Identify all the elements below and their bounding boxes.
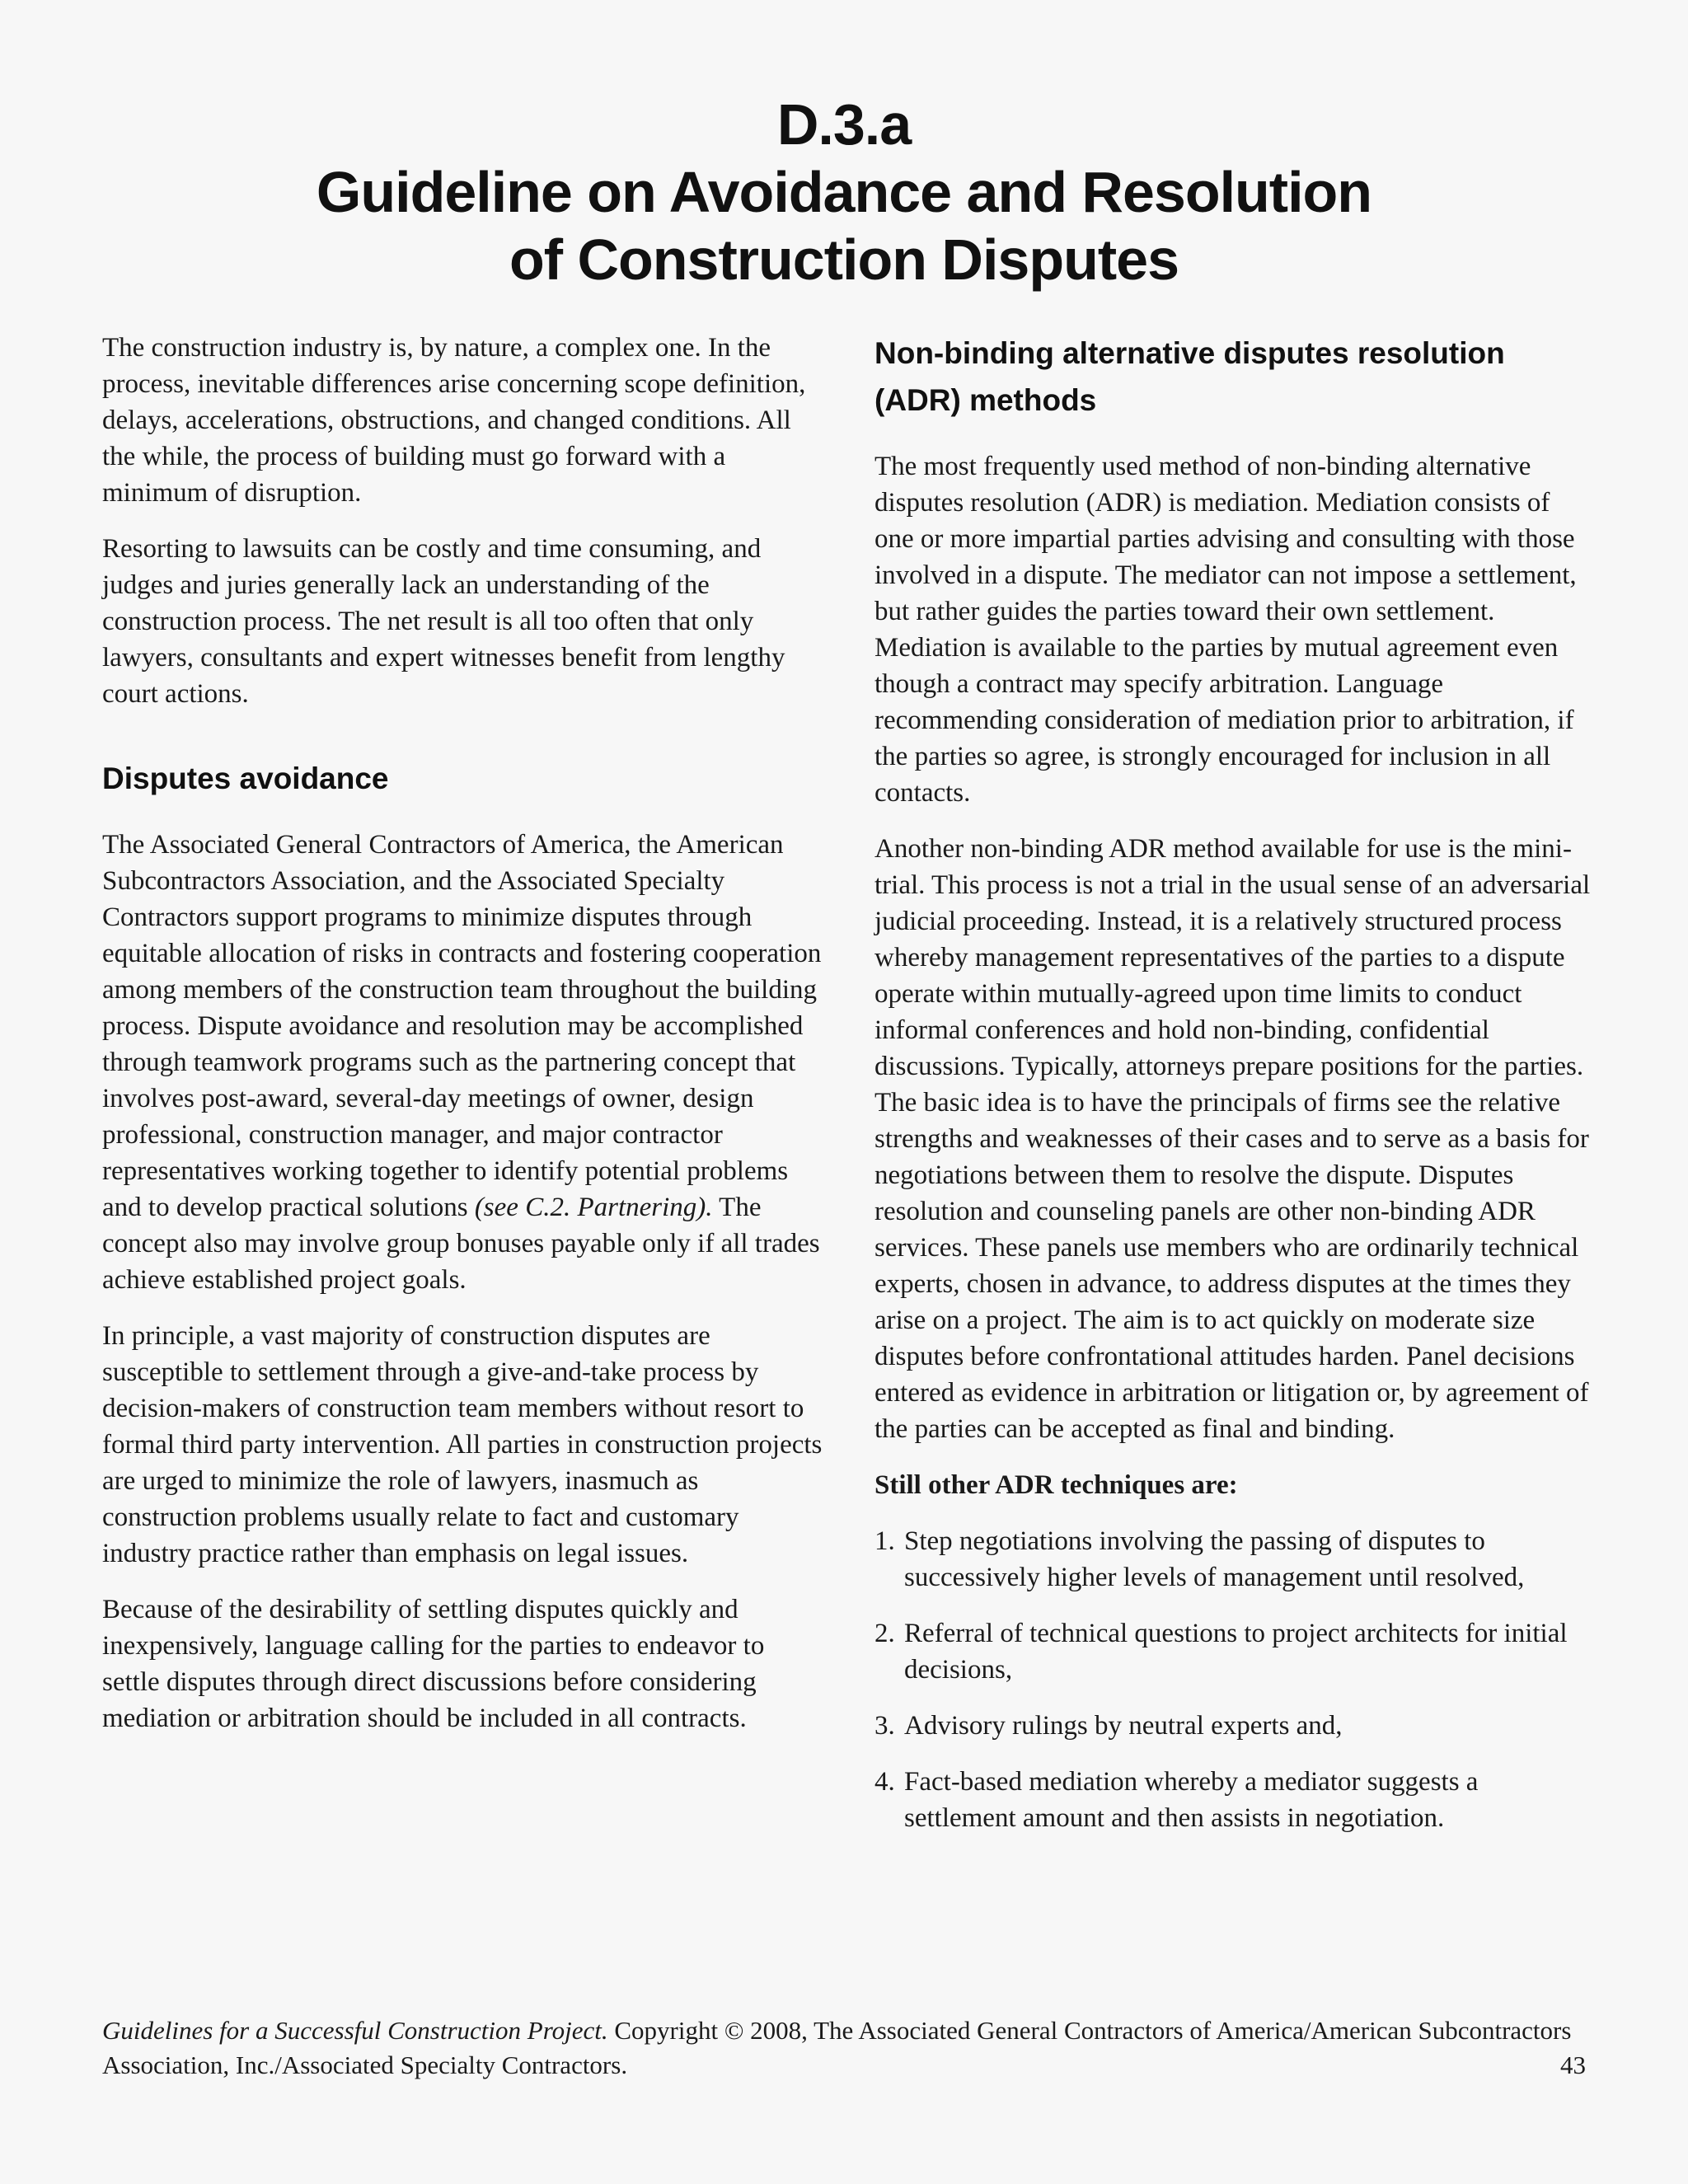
list-item-number: 2.	[874, 1619, 895, 1648]
disputes-avoidance-heading: Disputes avoidance	[102, 762, 389, 795]
title-line-2: Guideline on Avoidance and Resolution	[316, 160, 1372, 224]
title-line-3: of Construction Disputes	[509, 227, 1179, 292]
avoidance-text-a: The Associated General Contractors of America, the American Subcontractors Association, and the Associated Specialty Contractors support programs to minimize disputes through equitable allocation of risks in contracts and fostering cooperation among members of the construction team throughout the building process. Dispute avoidance and resolution may be accomplished through teamwork programs such as the partnering concept that involves post-award, several-day meetings of owner, design professional, construction manager, and major contractor representatives working together to identify potential problems and to develop practical solutions	[102, 830, 822, 1222]
techniques-label: Still other ADR techniques are:	[874, 1470, 1238, 1500]
list-item-text: Step negotiations involving the passing of disputes to successively higher levels of management until resolved,	[904, 1526, 1525, 1592]
list-item-number: 1.	[874, 1526, 895, 1556]
copyright-text: Copyright © 2008, The Associated General Contractors of America/American Subcontractors Association, Inc./Associated Specialty Contractors.	[102, 2016, 1572, 2079]
direct-discussions-paragraph: Because of the desirability of settling disputes quickly and inexpensively, language calling for the parties to endeavor to settle disputes through direct discussions before considering mediation or arbitration should be included in all contracts.	[102, 1595, 765, 1733]
page-title	[0, 91, 1688, 293]
mediation-paragraph: The most frequently used method of non-binding alternative disputes resolution (ADR) is mediation. Mediation consists of one or more impartial parties advising and consulting with those involved in a dispute. The mediator can not impose a settlement, but rather guides the parties toward their own settlement. Mediation is available to the parties by mutual agreement even though a contract may specify arbitration. Language recommending consideration of mediation prior to arbitration, if the parties so agree, is strongly encouraged for inclusion in all contacts.	[874, 452, 1577, 808]
title-section-code: D.3.a	[776, 92, 912, 157]
partnering-reference: (see C.2. Partnering).	[474, 1193, 713, 1222]
list-item-text: Fact-based mediation whereby a mediator suggests a settlement amount and then assists in negotiation.	[904, 1767, 1479, 1833]
footer-copyright	[102, 2013, 1586, 2083]
avoidance-paragraph	[102, 827, 828, 1298]
right-column	[874, 330, 1592, 1856]
list-item	[874, 1708, 1592, 1744]
list-item	[874, 1615, 1592, 1688]
adr-methods-heading: Non-binding alternative disputes resolution (ADR) methods	[874, 336, 1505, 417]
list-item	[874, 1764, 1592, 1836]
list-item-number: 3.	[874, 1711, 895, 1741]
principle-paragraph: In principle, a vast majority of construction disputes are susceptible to settlement through a give-and-take process by decision-makers of construction team members without resort to formal third party intervention. All parties in construction projects are urged to minimize the role of lawyers, inasmuch as construction problems usually relate to fact and customary industry practice rather than emphasis on legal issues.	[102, 1321, 823, 1568]
mini-trial-paragraph: Another non-binding ADR method available for use is the mini-trial. This process is not a trial in the usual sense of an adversarial judicial proceeding. Instead, it is a relatively structured process whereby management representatives of the parties to a dispute operate within mutually-agreed upon time limits to conduct informal conferences and hold non-binding, confidential discussions. Typically, attorneys prepare positions for the parties. The basic idea is to have the principals of firms see the relative strengths and weaknesses of their cases and to serve as a basis for negotiations between them to resolve the dispute. Disputes resolution and counseling panels are other non-binding ADR services. These panels use members who are ordinarily technical experts, chosen in advance, to address disputes at the times they arise on a project. The aim is to act quickly on moderate size disputes before confrontational attitudes harden. Panel decisions entered as evidence in arbitration or litigation or, by agreement of the parties can be accepted as final and binding.	[874, 834, 1591, 1444]
list-item-number: 4.	[874, 1767, 895, 1797]
list-item	[874, 1523, 1592, 1596]
avoidance-text-b: The concept also may involve group bonuses payable only if all trades achieve established project goals.	[102, 1193, 820, 1295]
page-number: 43	[1560, 2050, 1586, 2079]
book-title: Guidelines for a Successful Construction Project.	[102, 2016, 608, 2045]
lawsuits-paragraph: Resorting to lawsuits can be costly and time consuming, and judges and juries generally lack an understanding of the construction process. The net result is all too often that only lawyers, consultants and expert witnesses benefit from lengthy court actions.	[102, 534, 785, 709]
techniques-list	[874, 1523, 1592, 1836]
intro-paragraph: The construction industry is, by nature, a complex one. In the process, inevitable differences arise concerning scope definition, delays, accelerations, obstructions, and changed conditions. All the while, the process of building must go forward with a minimum of disruption.	[102, 333, 806, 508]
left-column	[102, 330, 828, 1756]
list-item-text: Referral of technical questions to project architects for initial decisions,	[904, 1619, 1568, 1685]
list-item-text: Advisory rulings by neutral experts and,	[904, 1711, 1343, 1741]
